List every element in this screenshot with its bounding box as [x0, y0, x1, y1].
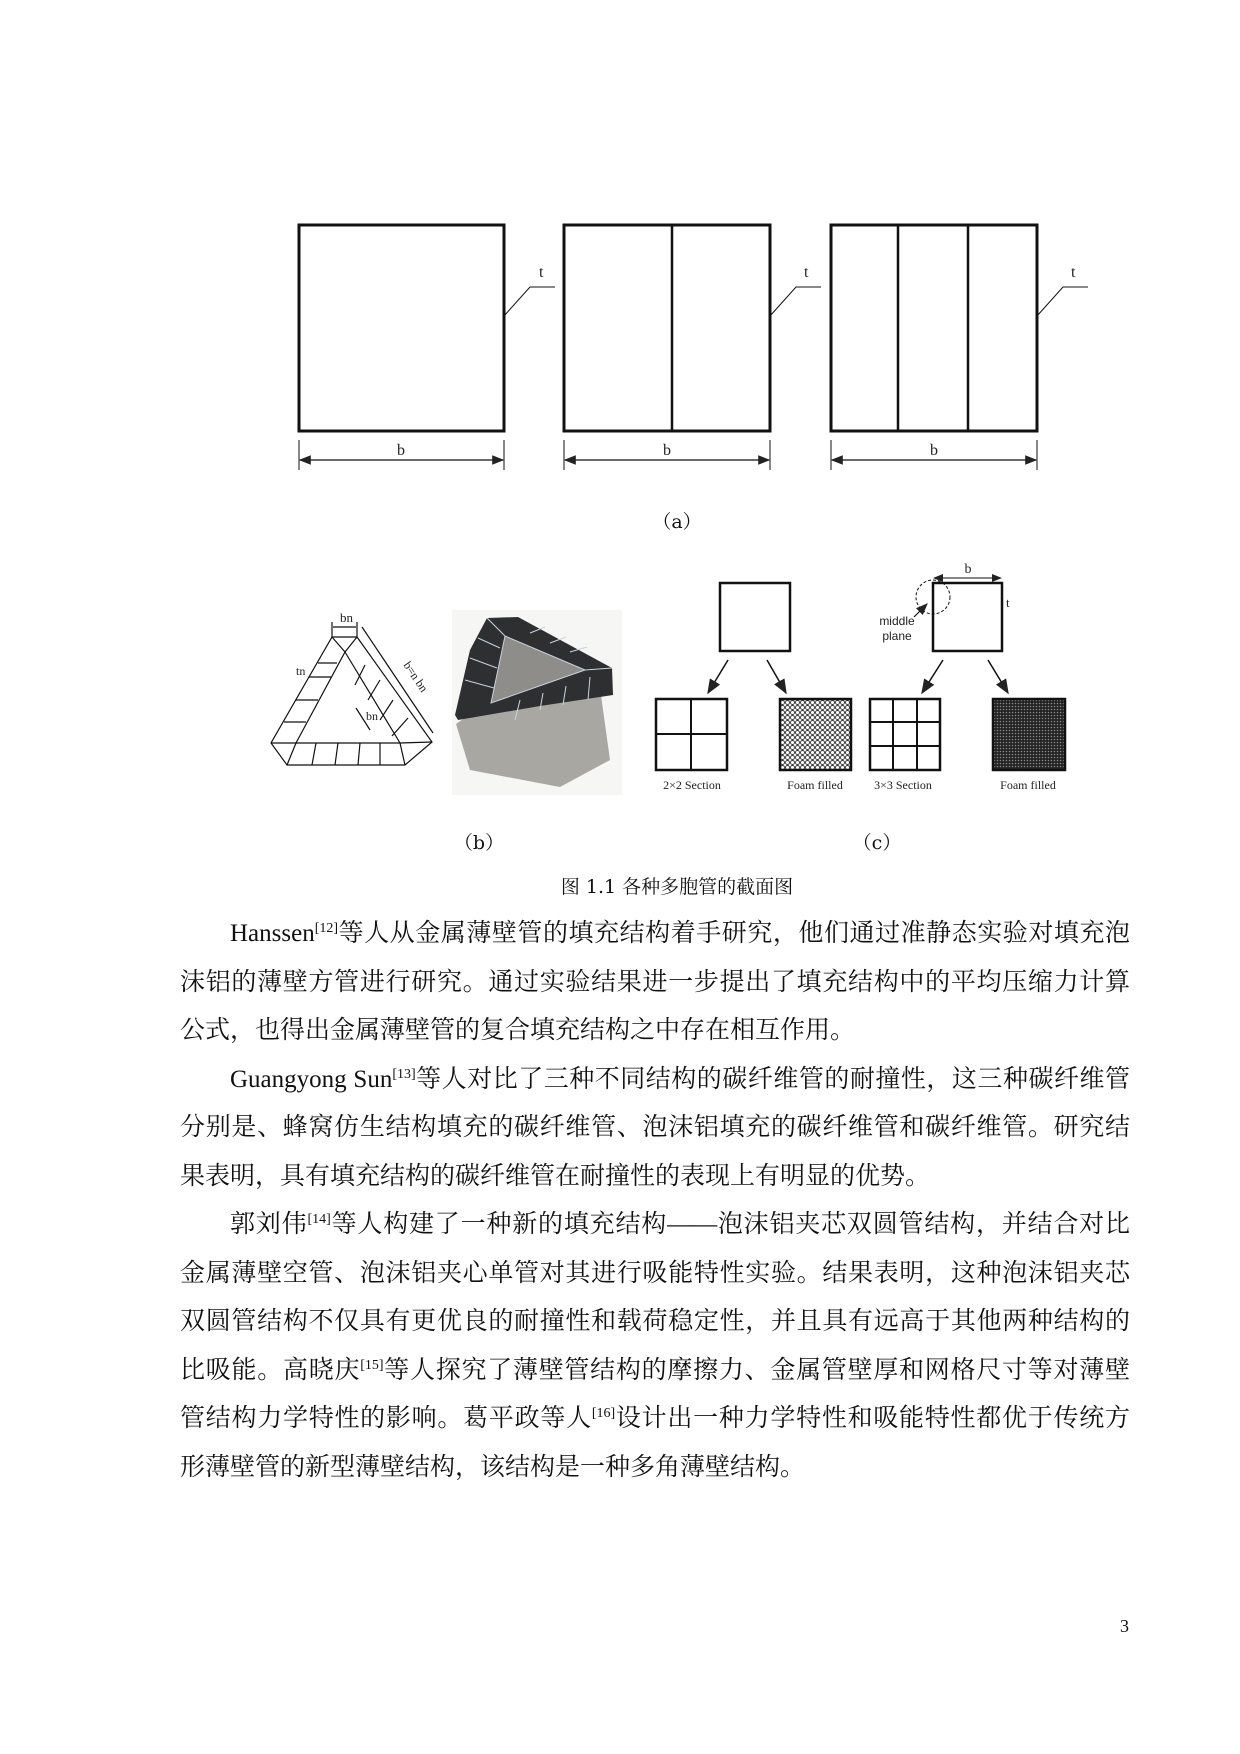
label-foam-2: Foam filled [1000, 778, 1056, 792]
figure-a-single-cell [299, 225, 555, 470]
label-c-t: t [1006, 595, 1010, 610]
paragraph-line: 分别是、蜂窝仿生结构填充的碳纤维管、泡沫铝填充的碳纤维管和碳纤维管。研究结 [180, 1114, 1130, 1141]
text-segment: Guangyong Sun [230, 1065, 393, 1093]
dim-b-3: b [930, 442, 938, 459]
figure-b-photo [452, 610, 622, 795]
citation: [13] [392, 1066, 416, 1082]
paragraph-line: 沫铝的薄壁方管进行研究。通过实验结果进一步提出了填充结构中的平均压缩力计算 [180, 968, 1130, 996]
dim-t-2: t [804, 264, 809, 281]
subfigure-label-a: （a） [652, 511, 702, 533]
paragraph-line: 金属薄壁空管、泡沫铝夹心单管对其进行吸能特性实验。结果表明，这种泡沫铝夹芯 [180, 1259, 1130, 1287]
paragraph-line: 双圆管结构不仅具有更优良的耐撞性和载荷稳定性，并且具有远高于其他两种结构的 [180, 1308, 1130, 1335]
label-tn: tn [296, 664, 306, 678]
figure-caption: 图 1.1 各种多胞管的截面图 [560, 876, 794, 898]
label-c-b: b [964, 562, 972, 577]
text-segment: 等人从金属薄壁管的填充结构着手研究，他们通过准静态实验对填充泡 [338, 920, 1130, 947]
text-segment: 等人构建了一种新的填充结构——泡沫铝夹芯双圆管结构，并结合对比 [330, 1211, 1130, 1238]
dim-t-1: t [539, 264, 544, 281]
text-segment: 管结构力学特性的影响。葛平政等人 [180, 1405, 592, 1432]
text-segment: 郭刘伟 [230, 1211, 308, 1238]
label-plane: plane [882, 629, 912, 643]
label-bn-top: bn [340, 610, 353, 625]
paragraph-line [180, 918, 1130, 950]
text-segment: 等人对比了三种不同结构的碳纤维管的耐撞性，这三种碳纤维管 [415, 1065, 1130, 1093]
text-segment: 比吸能。高晓庆 [180, 1356, 361, 1384]
citation: [16] [591, 1406, 616, 1421]
paragraph-line [180, 1209, 1130, 1241]
paragraph-line: 果表明，具有填充结构的碳纤维管在耐撞性的表现上有明显的优势。 [180, 1162, 931, 1190]
label-side: b=n bn [400, 658, 432, 695]
text-segment: Hanssen [230, 920, 315, 947]
paragraph-line [180, 1064, 1130, 1096]
label-2x2: 2×2 Section [663, 778, 721, 792]
subfigure-label-b: （b） [453, 832, 505, 854]
figure-a-triple-cell [831, 225, 1088, 470]
citation: [15] [360, 1357, 384, 1373]
figure-a-double-cell [564, 225, 821, 470]
dim-b-1: b [397, 442, 405, 459]
subfigure-label-c: （c） [852, 832, 902, 854]
dim-b-2: b [663, 442, 671, 459]
page-number: 3 [1120, 1616, 1129, 1636]
label-middle: middle [879, 614, 915, 628]
paragraph-line: 公式，也得出金属薄壁管的复合填充结构之中存在相互作用。 [180, 1017, 856, 1044]
label-bn-mid: bn [366, 709, 378, 723]
dim-t-3: t [1071, 264, 1076, 281]
paragraph-line: 形薄壁管的新型薄壁结构，该结构是一种多角薄壁结构。 [180, 1453, 806, 1481]
figure-b-triangle-drawing [271, 622, 433, 765]
citation: [12] [314, 921, 339, 936]
label-3x3: 3×3 Section [874, 778, 932, 792]
paragraph-line [180, 1403, 1130, 1435]
figure-c-sections [656, 578, 1065, 770]
text-segment: 等人探究了薄壁管结构的摩擦力、金属管壁厚和网格尺寸等对薄壁 [383, 1356, 1130, 1384]
paragraph-line [180, 1355, 1130, 1387]
text-segment: 设计出一种力学特性和吸能特性都优于传统方 [615, 1405, 1130, 1432]
label-foam-1: Foam filled [787, 778, 843, 792]
citation: [14] [307, 1212, 331, 1227]
